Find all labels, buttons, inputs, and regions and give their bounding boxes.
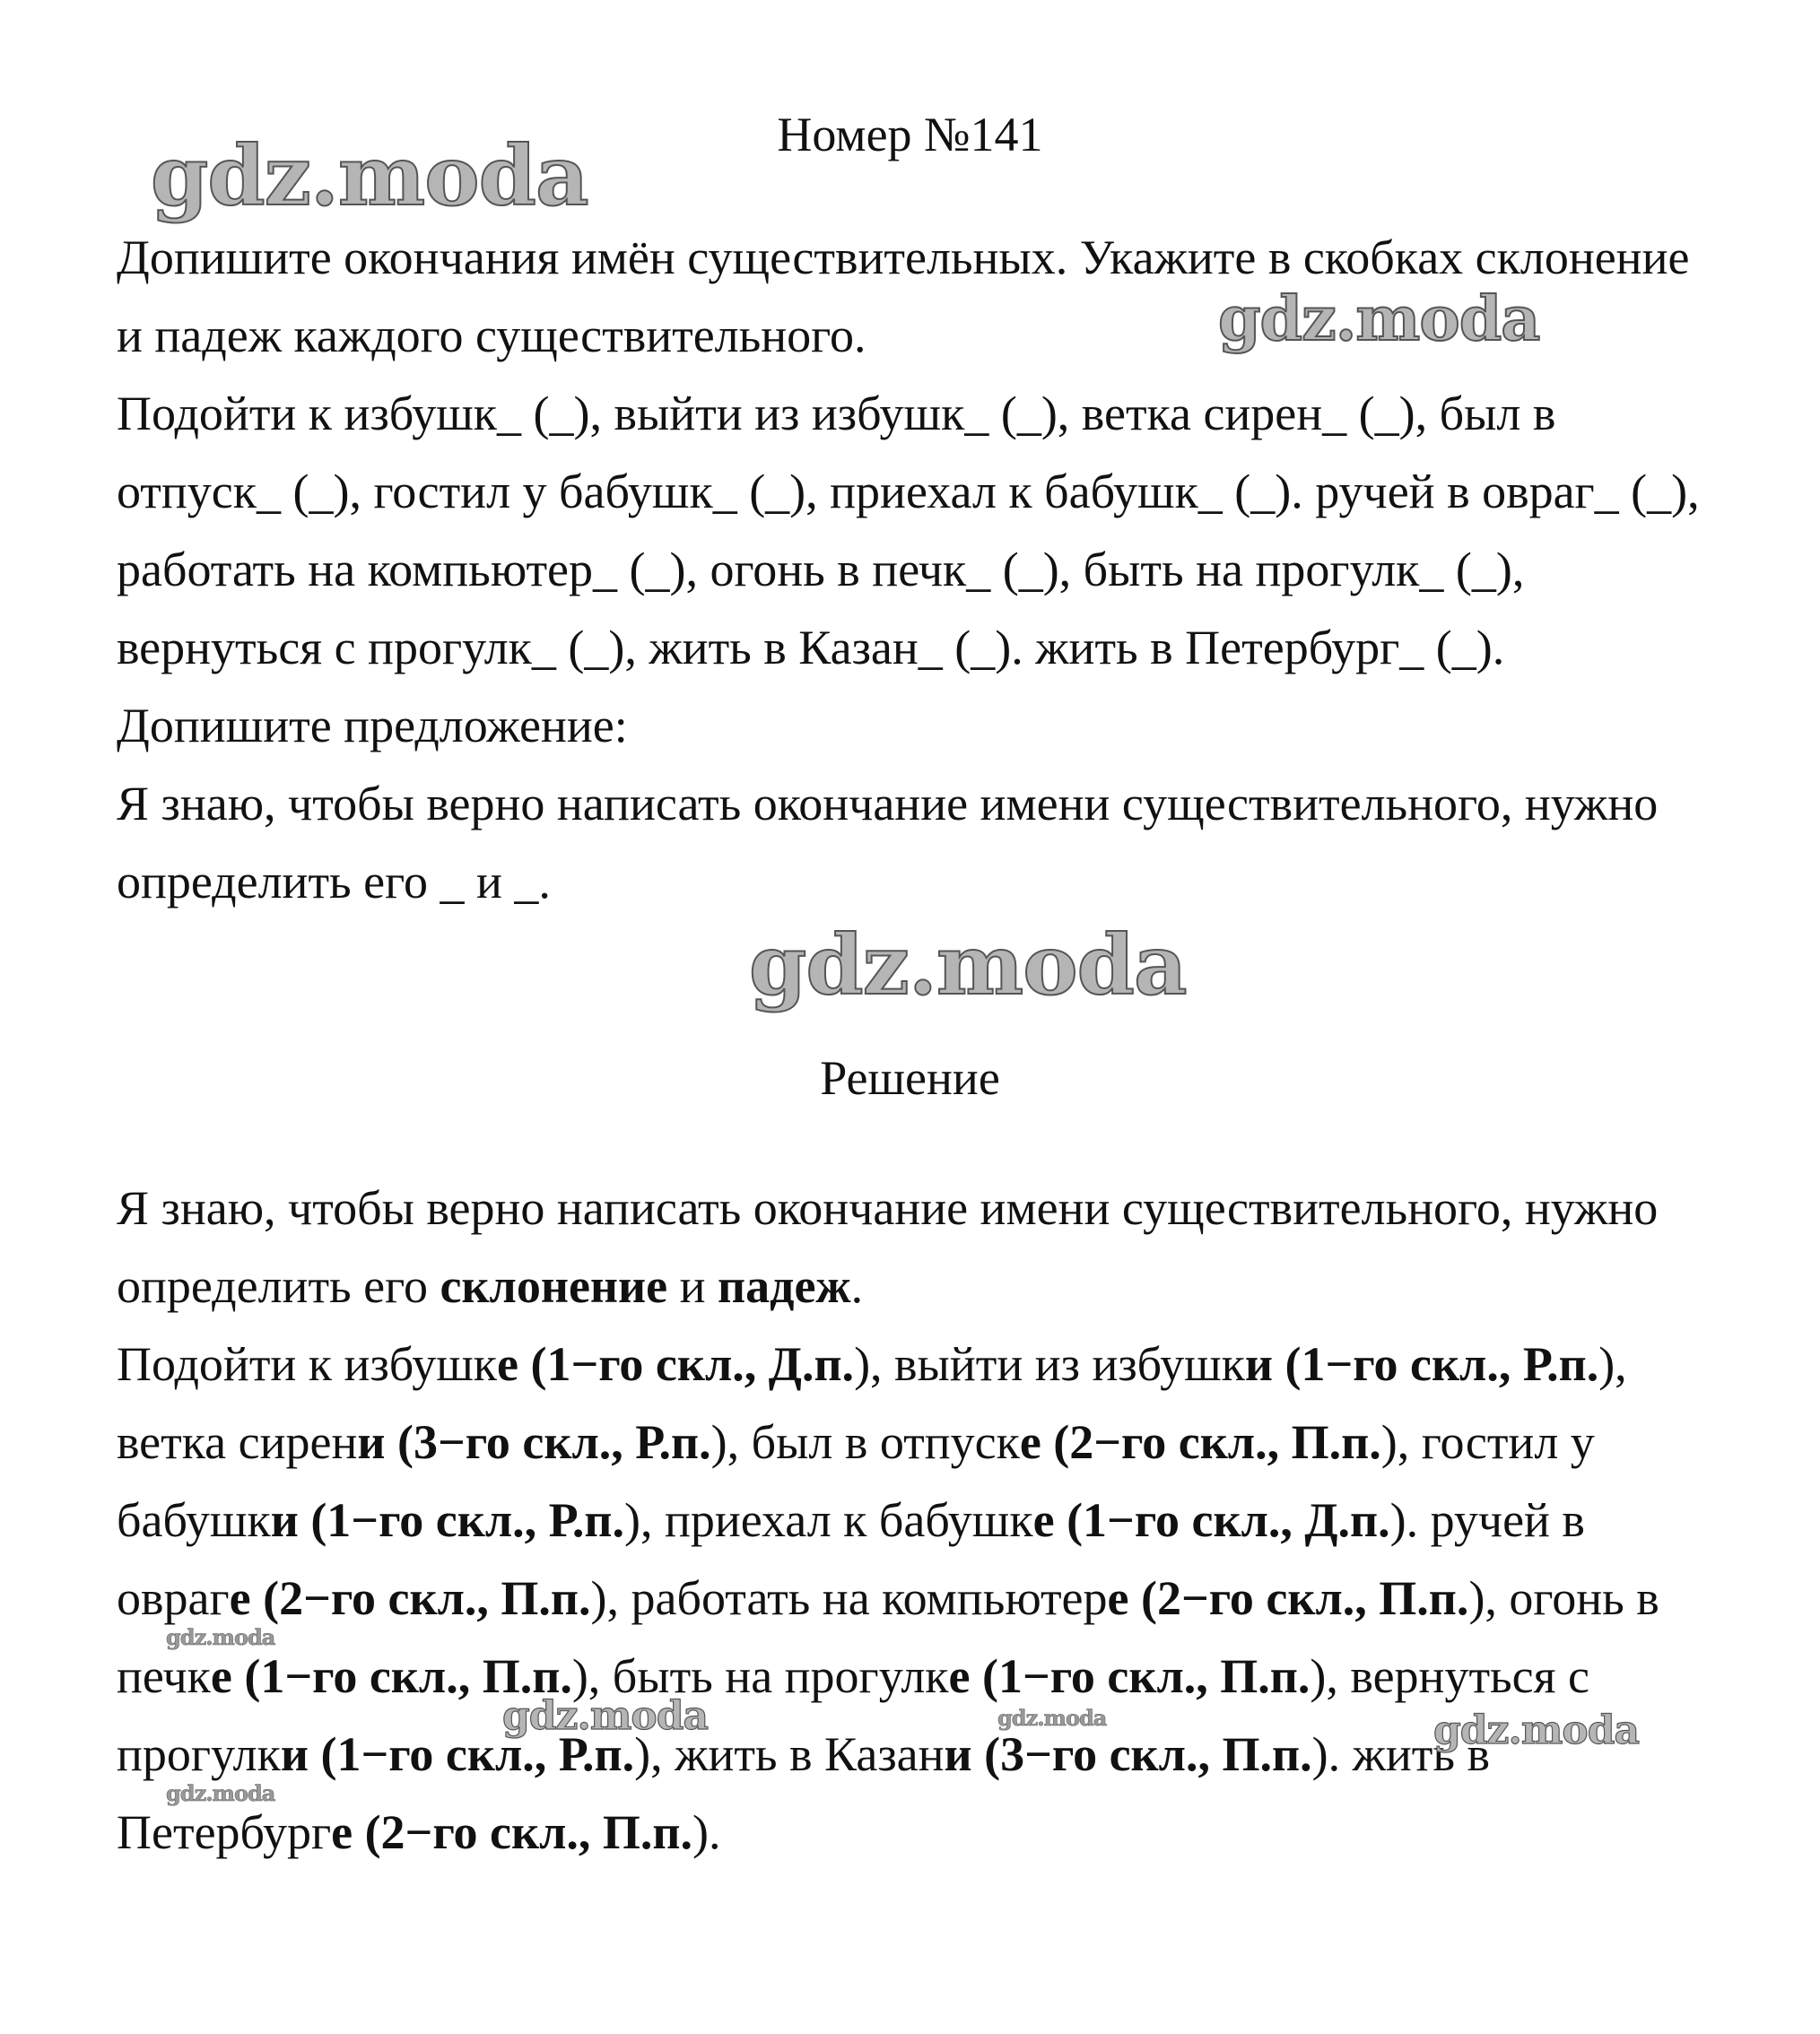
- answer-bold-fragment: (1−го скл., Д.п.: [1067, 1493, 1390, 1547]
- answer-text-fragment: [972, 1727, 985, 1781]
- answer-bold-fragment: и: [1244, 1337, 1274, 1391]
- answer-text-fragment: [251, 1571, 264, 1625]
- answer-bold-fragment: е: [1107, 1571, 1129, 1625]
- answer-text-fragment: Подойти к избушк: [117, 1337, 498, 1391]
- answer-bold-fragment: (1−го скл., П.п.: [981, 1649, 1311, 1703]
- solution-answer: [117, 1326, 1713, 1872]
- answer-text-fragment: ).: [692, 1805, 721, 1859]
- task-completion-sentence: Я знаю, чтобы верно написать окончание имени существительного, нужно определить его _ и _.: [117, 777, 1659, 908]
- answer-text-fragment: [1129, 1571, 1142, 1625]
- answer-bold-fragment: (3−го скл., П.п.: [984, 1727, 1312, 1781]
- task-instruction: Допишите окончания имён существительных. Укажите в скобках склонение и падеж каждого существительного.: [117, 230, 1690, 362]
- answer-text-fragment: ), огонь в печк: [117, 1571, 1659, 1703]
- answer-text-fragment: [386, 1415, 398, 1469]
- answer-text-fragment: [1273, 1337, 1285, 1391]
- answer-text-fragment: ). ручей в овраг: [117, 1493, 1585, 1625]
- answer-bold-fragment: е: [497, 1337, 518, 1391]
- answer-text-fragment: ). жить в Петербург: [117, 1727, 1491, 1859]
- answer-text-fragment: ), ветка сирен: [117, 1337, 1627, 1469]
- watermark-logo: gdz.moda: [749, 917, 1187, 1013]
- answer-text-fragment: [1055, 1493, 1067, 1547]
- answer-text-fragment: [309, 1727, 321, 1781]
- answer-bold-fragment: падеж: [718, 1259, 851, 1313]
- answer-bold-fragment: (1−го скл., Р.п.: [320, 1727, 635, 1781]
- answer-bold-fragment: и: [357, 1415, 386, 1469]
- answer-text-fragment: ), работать на компьютер: [590, 1571, 1108, 1625]
- answer-bold-fragment: е: [229, 1571, 251, 1625]
- solution-title: Решение: [820, 1051, 1000, 1105]
- solution-block: [117, 1169, 1713, 1872]
- watermark-logo: gdz.moda: [166, 1780, 275, 1806]
- solution-sentence: [117, 1169, 1713, 1326]
- answer-text-fragment: ), вернуться с прогулк: [117, 1649, 1589, 1781]
- answer-bold-fragment: (1−го скл., Д.п.: [530, 1337, 855, 1391]
- answer-text-fragment: ), гостил у бабушк: [117, 1415, 1595, 1547]
- watermark-logo: gdz.moda: [502, 1693, 709, 1739]
- watermark-logo: gdz.moda: [1433, 1708, 1640, 1753]
- answer-bold-fragment: (1−го скл., Р.п.: [310, 1493, 624, 1547]
- answer-bold-fragment: е: [1019, 1415, 1041, 1469]
- answer-text-fragment: ), быть на прогулк: [571, 1649, 949, 1703]
- answer-bold-fragment: (1−го скл., П.п.: [244, 1649, 572, 1703]
- answer-text-fragment: [518, 1337, 531, 1391]
- task-completion-prompt: Допишите предложение:: [117, 699, 628, 752]
- answer-text-fragment: ), был в отпуск: [710, 1415, 1020, 1469]
- answer-text-fragment: [299, 1493, 311, 1547]
- page-title: Номер №141: [777, 108, 1043, 161]
- answer-text-fragment: ), приехал к бабушк: [623, 1493, 1033, 1547]
- answer-bold-fragment: е: [210, 1649, 232, 1703]
- answer-bold-fragment: (2−го скл., П.п.: [263, 1571, 591, 1625]
- answer-bold-fragment: е: [331, 1805, 353, 1859]
- watermark-logo: gdz.moda: [166, 1624, 275, 1650]
- answer-bold-fragment: (1−го скл., Р.п.: [1284, 1337, 1599, 1391]
- answer-text-fragment: [1041, 1415, 1054, 1469]
- answer-text-fragment: [970, 1649, 982, 1703]
- answer-text-fragment: [353, 1805, 365, 1859]
- answer-text-fragment: ), выйти из избушк: [854, 1337, 1245, 1391]
- answer-text-fragment: [232, 1649, 245, 1703]
- task-exercise: Подойти к избушк_ (_), выйти из избушк_ (_), ветка сирен_ (_), был в отпуск_ (_), гостил у бабушк_ (_), приехал к бабушк_ (_). ручей в овраг_ (_), работать на компьютер_ (_), огонь в печк_ (_), быть на прогулк_ (_), вернуться с прогулк_ (_), жить в Казан_ (_). жить в Петербург_ (_).: [117, 387, 1700, 674]
- answer-bold-fragment: и: [280, 1727, 309, 1781]
- answer-bold-fragment: (2−го скл., П.п.: [1053, 1415, 1381, 1469]
- answer-bold-fragment: (2−го скл., П.п.: [364, 1805, 693, 1859]
- answer-bold-fragment: и: [944, 1727, 972, 1781]
- answer-text-fragment: ), жить в Казан: [634, 1727, 945, 1781]
- watermark-logo: gdz.moda: [1218, 283, 1540, 355]
- watermark-logo: gdz.moda: [997, 1705, 1107, 1731]
- watermark-logo: gdz.moda: [151, 127, 588, 224]
- answer-bold-fragment: е: [948, 1649, 971, 1703]
- answer-bold-fragment: (2−го скл., П.п.: [1141, 1571, 1469, 1625]
- answer-bold-fragment: (3−го скл., Р.п.: [397, 1415, 711, 1469]
- answer-bold-fragment: е: [1032, 1493, 1055, 1547]
- answer-bold-fragment: и: [270, 1493, 299, 1547]
- answer-text-fragment: .: [850, 1259, 864, 1313]
- answer-bold-fragment: склонение: [440, 1259, 668, 1313]
- answer-text-fragment: и: [667, 1259, 718, 1313]
- answer-text-fragment: Я знаю, чтобы верно написать окончание имени существительного, нужно определить его: [117, 1181, 1659, 1313]
